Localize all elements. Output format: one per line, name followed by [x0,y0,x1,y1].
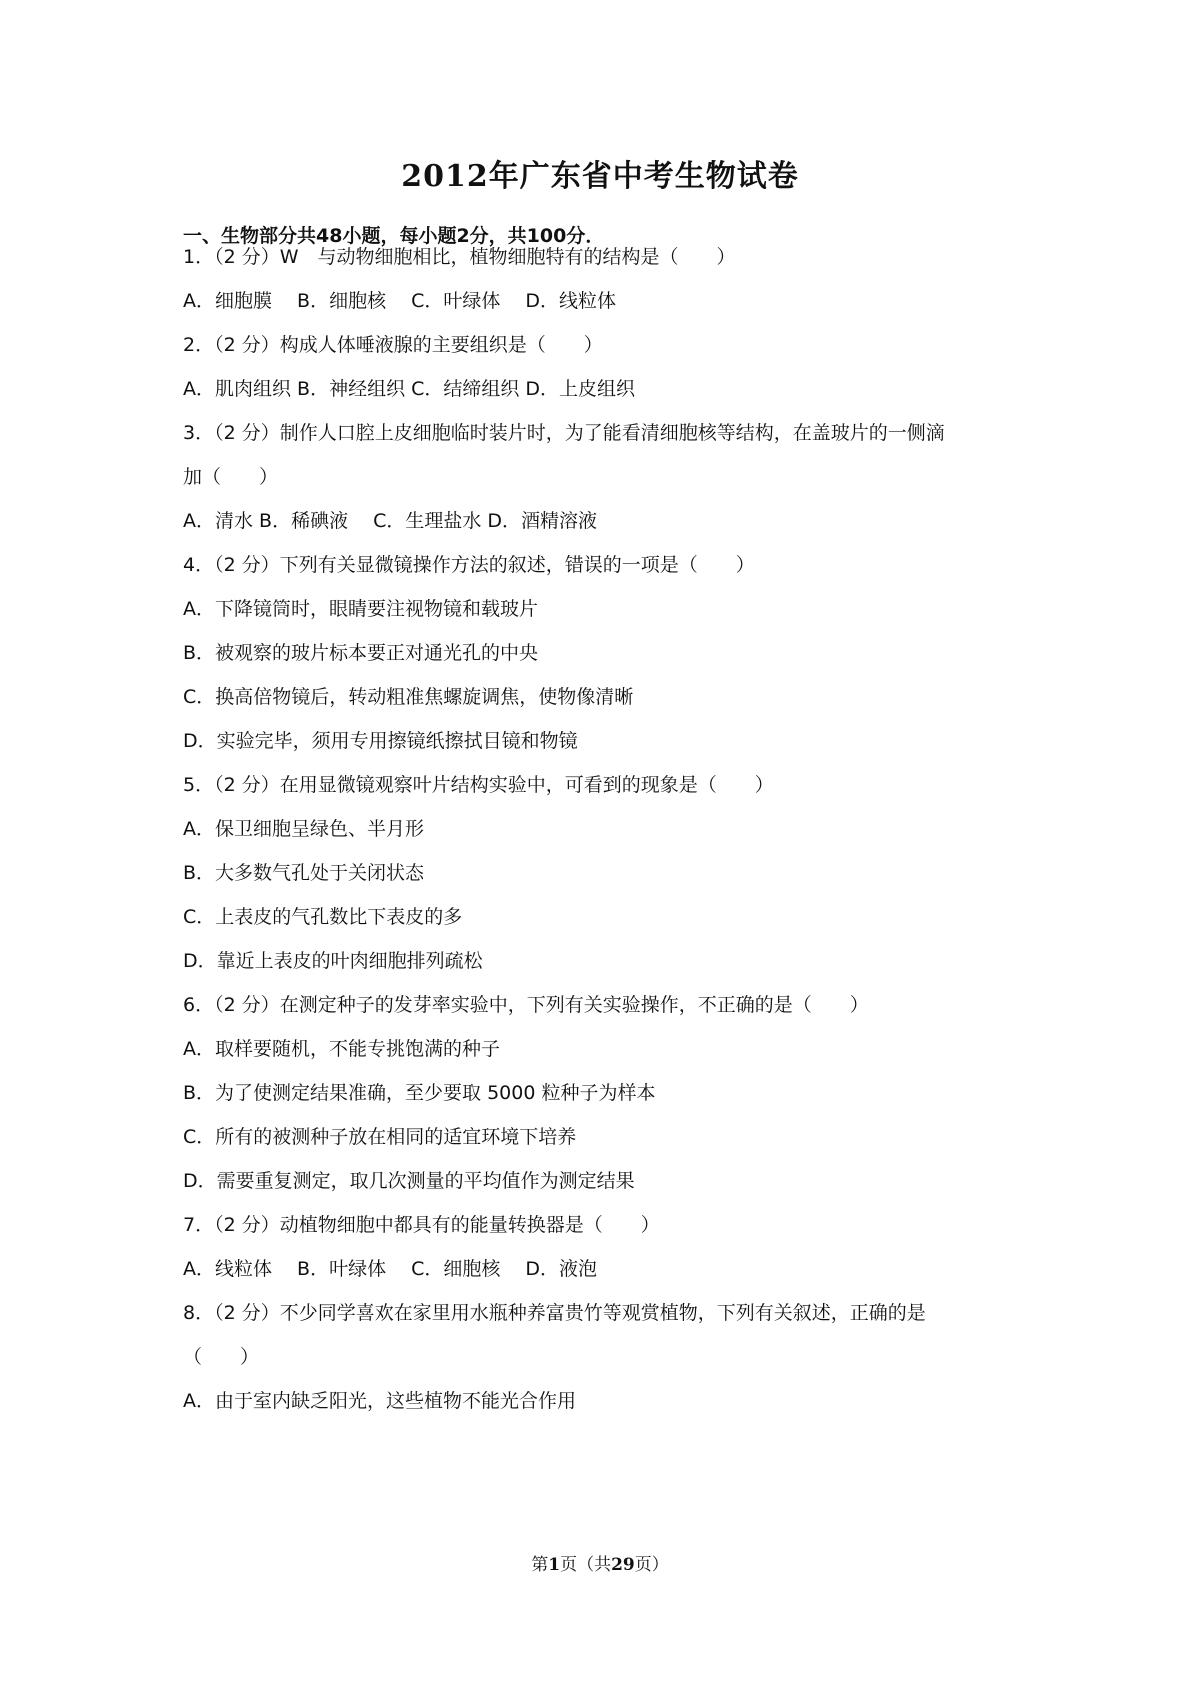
question-3-options: A．清水 B．稀碘液 C．生理盐水 D．酒精溶液 [183,510,598,532]
page-title: 2012年广东省中考生物试卷 [401,159,799,194]
question-4-option-c: C．换高倍物镜后，转动粗准焦螺旋调焦，使物像清晰 [183,686,634,708]
footer-total-pages: 29 [611,1555,635,1575]
question-5-stem: 5．（2 分）在用显微镜观察叶片结构实验中，可看到的现象是（ ） [183,774,774,796]
question-3-stem: 3．（2 分）制作人口腔上皮细胞临时装片时，为了能看清细胞核等结构，在盖玻片的一侧滴 [183,422,945,444]
question-3-stem-continued: 加（ ） [183,466,279,488]
question-6-option-c: C．所有的被测种子放在相同的适宜环境下培养 [183,1126,577,1148]
question-5-option-b: B．大多数气孔处于关闭状态 [183,862,425,884]
footer-middle: 页（共 [560,1555,612,1575]
footer-prefix: 第 [531,1555,549,1575]
footer-page-number: 1 [548,1555,561,1575]
question-1-stem: 1．（2 分）W 与动物细胞相比，植物细胞特有的结构是（ ） [183,246,736,268]
question-7-options: A．线粒体 B．叶绿体 C．细胞核 D．液泡 [183,1258,598,1280]
question-1-options: A．细胞膜 B．细胞核 C．叶绿体 D．线粒体 [183,290,617,312]
question-6-option-d: D．需要重复测定，取几次测量的平均值作为测定结果 [183,1170,635,1192]
question-7-stem: 7．（2 分）动植物细胞中都具有的能量转换器是（ ） [183,1214,660,1236]
question-8-stem: 8．（2 分）不少同学喜欢在家里用水瓶种养富贵竹等观赏植物，下列有关叙述，正确的是 [183,1302,926,1324]
question-4-option-a: A．下降镜筒时，眼睛要注视物镜和载玻片 [183,598,538,620]
question-8-option-a: A．由于室内缺乏阳光，这些植物不能光合作用 [183,1390,576,1412]
footer-suffix: 页） [634,1555,669,1575]
question-4-option-d: D．实验完毕，须用专用擦镜纸擦拭目镜和物镜 [183,730,578,752]
question-2-options: A．肌肉组织 B．神经组织 C．结缔组织 D．上皮组织 [183,378,636,400]
question-2-stem: 2．（2 分）构成人体唾液腺的主要组织是（ ） [183,334,603,356]
question-4-stem: 4．（2 分）下列有关显微镜操作方法的叙述，错误的一项是（ ） [183,554,755,576]
question-5-option-c: C．上表皮的气孔数比下表皮的多 [183,906,463,928]
question-8-stem-continued: （ ） [183,1346,260,1368]
question-5-option-a: A．保卫细胞呈绿色、半月形 [183,818,424,840]
question-6-option-a: A．取样要随机，不能专挑饱满的种子 [183,1038,500,1060]
question-5-option-d: D．靠近上表皮的叶肉细胞排列疏松 [183,950,483,972]
section-heading: 一、生物部分共48小题，每小题2分，共100分． [183,225,605,247]
page-footer [0,1553,1200,1577]
question-6-option-b: B．为了使测定结果准确，至少要取 5000 粒种子为样本 [183,1082,656,1104]
question-4-option-b: B．被观察的玻片标本要正对通光孔的中央 [183,642,539,664]
question-6-stem: 6．（2 分）在测定种子的发芽率实验中，下列有关实验操作，不正确的是（ ） [183,994,869,1016]
